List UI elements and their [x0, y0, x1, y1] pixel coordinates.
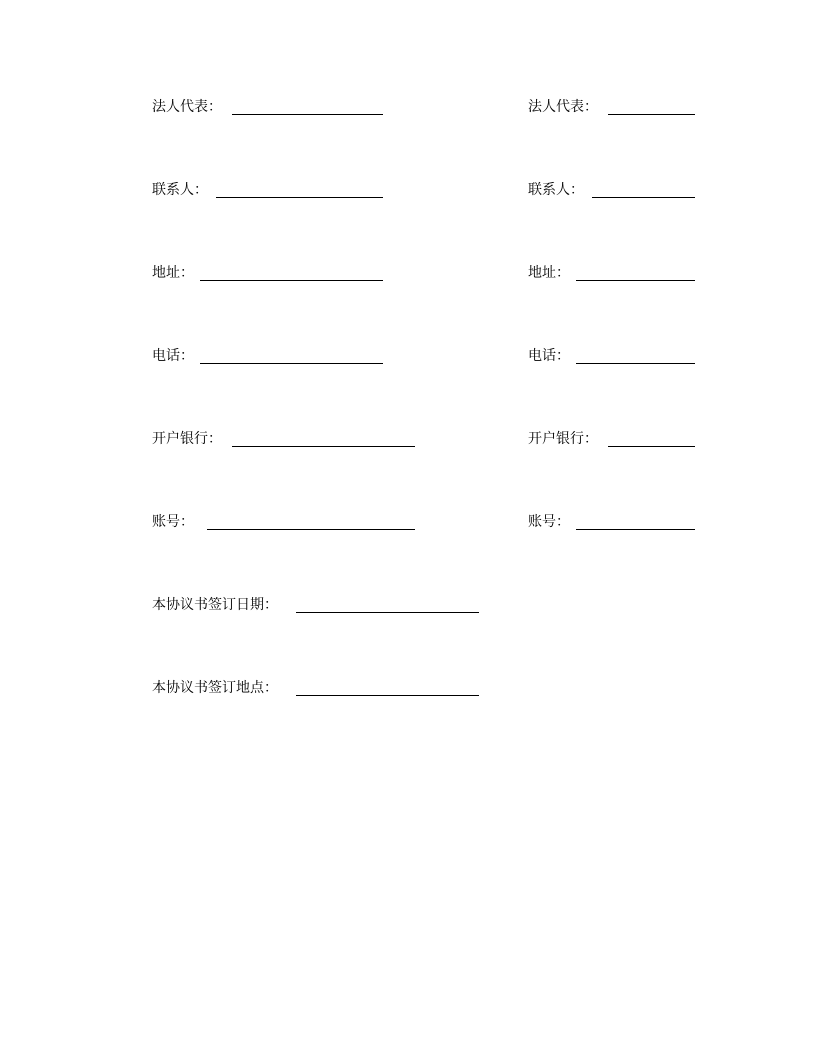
- right-legal-rep-label: 法人代表：: [528, 99, 598, 115]
- left-contact-blank: [216, 197, 383, 198]
- left-account-label: 账号：: [152, 514, 194, 530]
- right-address-label: 地址：: [528, 265, 570, 281]
- right-address-blank: [576, 280, 695, 281]
- right-account-blank: [576, 529, 695, 530]
- left-phone-label: 电话：: [152, 348, 194, 364]
- right-bank-label: 开户银行：: [528, 431, 598, 447]
- left-bank-blank: [232, 446, 415, 447]
- right-legal-rep-blank: [608, 114, 695, 115]
- left-legal-rep-blank: [232, 114, 383, 115]
- signing-place-label: 本协议书签订地点：: [152, 680, 278, 696]
- left-contact-label: 联系人：: [152, 182, 208, 198]
- right-contact-label: 联系人：: [528, 182, 584, 198]
- left-legal-rep-label: 法人代表：: [152, 99, 222, 115]
- right-contact-blank: [592, 197, 695, 198]
- left-address-label: 地址：: [152, 265, 194, 281]
- right-phone-label: 电话：: [528, 348, 570, 364]
- right-bank-blank: [608, 446, 695, 447]
- right-account-label: 账号：: [528, 514, 570, 530]
- left-phone-blank: [200, 363, 383, 364]
- left-address-blank: [200, 280, 383, 281]
- signing-place-blank: [296, 695, 479, 696]
- left-account-blank: [207, 529, 415, 530]
- left-bank-label: 开户银行：: [152, 431, 222, 447]
- right-phone-blank: [576, 363, 695, 364]
- signing-date-label: 本协议书签订日期：: [152, 597, 278, 613]
- signing-date-blank: [296, 612, 479, 613]
